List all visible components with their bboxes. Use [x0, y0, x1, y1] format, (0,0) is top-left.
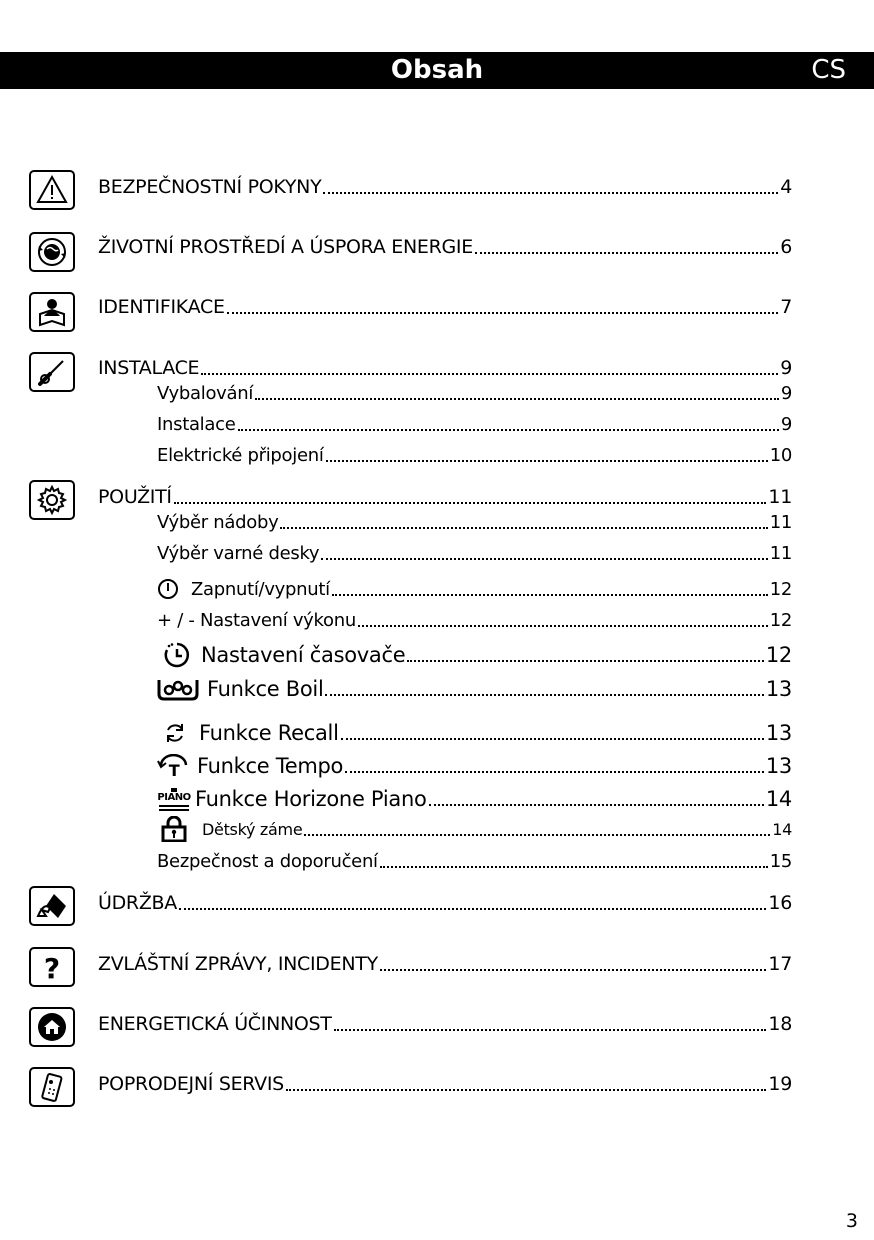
toc-entry-safety[interactable] — [98, 174, 792, 200]
toc-label: Funkce Recall — [199, 721, 339, 745]
toc-page: 14 — [772, 819, 792, 839]
toc-label: Funkce Boil — [207, 677, 324, 701]
boil-icon — [157, 676, 203, 702]
toc-leader — [201, 373, 778, 375]
toc-leader — [358, 625, 768, 627]
toc-label: Zapnutí/vypnutí — [191, 578, 330, 600]
toc-leader — [334, 1029, 767, 1031]
toc-page: 13 — [765, 677, 792, 701]
toc-page: 7 — [780, 296, 792, 318]
timer-icon — [163, 642, 197, 668]
toc-page: 11 — [769, 511, 792, 533]
toc-entry-environment[interactable] — [98, 234, 792, 260]
maintenance-cleaning-icon — [29, 886, 75, 926]
toc-label: IDENTIFIKACE — [98, 296, 225, 318]
svg-text:T: T — [168, 761, 180, 778]
identification-icon — [29, 292, 75, 332]
toc-page: 13 — [765, 754, 792, 778]
toc-subentry-electrical[interactable] — [157, 442, 792, 468]
toc-page: 9 — [780, 413, 792, 435]
toc-label: Dětský záme — [202, 819, 303, 839]
installation-screwdriver-icon — [29, 352, 75, 392]
toc-entry-service[interactable] — [98, 1071, 792, 1097]
toc-page: 17 — [768, 953, 792, 975]
toc-label: ŽIVOTNÍ PROSTŘEDÍ A ÚSPORA ENERGIE — [98, 236, 473, 258]
toc-leader — [238, 429, 779, 431]
toc-label: Bezpečnost a doporučení — [157, 850, 378, 872]
toc-page: 12 — [765, 643, 792, 667]
lock-icon — [160, 816, 198, 842]
toc-subentry-installation[interactable] — [157, 411, 792, 437]
toc-label: POUŽITÍ — [98, 486, 172, 508]
toc-label: INSTALACE — [98, 357, 200, 379]
toc-page: 18 — [768, 1013, 792, 1035]
toc-label: ZVLÁŠTNÍ ZPRÁVY, INCIDENTY — [98, 953, 378, 975]
toc-entry-installation[interactable] — [98, 355, 792, 381]
page-number: 3 — [845, 1210, 858, 1232]
toc-label: + / - Nastavení výkonu — [157, 609, 356, 631]
toc-label: ENERGETICKÁ ÚČINNOST — [98, 1013, 332, 1035]
toc-leader — [341, 738, 764, 740]
toc-page: 13 — [765, 721, 792, 745]
warning-icon — [29, 170, 75, 210]
toc-page: 9 — [780, 357, 792, 379]
toc-leader — [380, 969, 767, 971]
toc-label: Výběr nádoby — [157, 511, 279, 533]
toc-leader — [407, 660, 764, 662]
toc-page: 19 — [768, 1073, 792, 1095]
toc-page: 12 — [769, 578, 792, 600]
toc-label: Funkce Horizone Piano — [195, 787, 427, 811]
toc-page: 12 — [769, 609, 792, 631]
toc-subentry-tempo[interactable] — [157, 753, 792, 779]
toc-label: Elektrické připojení — [157, 444, 324, 466]
toc-subentry-power-setting[interactable] — [157, 607, 792, 633]
toc-subentry-unpacking[interactable] — [157, 380, 792, 406]
toc-leader — [286, 1089, 767, 1091]
toc-page: 11 — [769, 542, 792, 564]
piano-icon: PIANO — [157, 784, 191, 814]
toc-leader — [255, 398, 779, 400]
toc-leader — [179, 908, 766, 910]
toc-entry-maintenance[interactable] — [98, 890, 792, 916]
page-title: Obsah — [390, 55, 484, 85]
recall-icon — [163, 720, 195, 746]
toc-subentry-on-off[interactable] — [157, 576, 792, 602]
question-icon — [29, 947, 75, 987]
toc-page: 16 — [768, 892, 792, 914]
power-icon — [157, 576, 187, 602]
toc-page: 15 — [769, 850, 792, 872]
toc-label: ÚDRŽBA — [98, 892, 177, 914]
toc-entry-identification[interactable] — [98, 294, 792, 320]
energy-home-icon — [29, 1007, 75, 1047]
environment-globe-icon — [29, 232, 75, 272]
toc-entry-energy[interactable] — [98, 1011, 792, 1037]
toc-subentry-child-lock[interactable] — [160, 816, 792, 842]
toc-subentry-cookware[interactable] — [157, 509, 792, 535]
toc-leader — [227, 312, 779, 314]
toc-subentry-recall[interactable] — [163, 720, 792, 746]
toc-leader — [429, 804, 764, 806]
toc-leader — [332, 594, 768, 596]
toc-label: BEZPEČNOSTNÍ POKYNY — [98, 176, 322, 198]
toc-subentry-boil[interactable] — [157, 676, 792, 702]
toc-page: 10 — [769, 444, 792, 466]
tempo-icon — [157, 753, 193, 779]
toc-leader — [326, 460, 768, 462]
toc-leader — [280, 527, 767, 529]
toc-leader — [304, 834, 770, 836]
toc-page: 14 — [765, 787, 792, 811]
toc-label: Nastavení časovače — [201, 643, 406, 667]
toc-subentry-horizone-piano[interactable] — [157, 786, 792, 812]
toc-leader — [321, 558, 767, 560]
toc-page: 9 — [780, 382, 792, 404]
toc-page: 6 — [780, 236, 792, 258]
toc-subentry-timer[interactable] — [163, 642, 792, 668]
toc-leader — [380, 866, 768, 868]
language-code: CS — [811, 55, 846, 85]
toc-label: Instalace — [157, 413, 236, 435]
service-phone-icon — [29, 1067, 75, 1107]
toc-label: POPRODEJNÍ SERVIS — [98, 1073, 284, 1095]
toc-leader — [325, 694, 763, 696]
toc-subentry-safety-advice[interactable] — [157, 848, 792, 874]
toc-leader — [323, 192, 778, 194]
toc-subentry-hob[interactable] — [157, 540, 792, 566]
toc-label: Výběr varné desky — [157, 542, 320, 564]
settings-gear-icon — [29, 480, 75, 520]
toc-page: 4 — [780, 176, 792, 198]
toc-entry-usage[interactable] — [98, 484, 792, 510]
toc-label: Funkce Tempo — [197, 754, 344, 778]
toc-page: 11 — [768, 486, 792, 508]
toc-leader — [174, 502, 767, 504]
toc-label: Vybalování — [157, 382, 254, 404]
svg-text:?: ? — [43, 952, 61, 983]
toc-leader — [345, 771, 764, 773]
header-bar — [0, 52, 874, 89]
toc-leader — [475, 252, 778, 254]
toc-entry-incidents[interactable] — [98, 951, 792, 977]
